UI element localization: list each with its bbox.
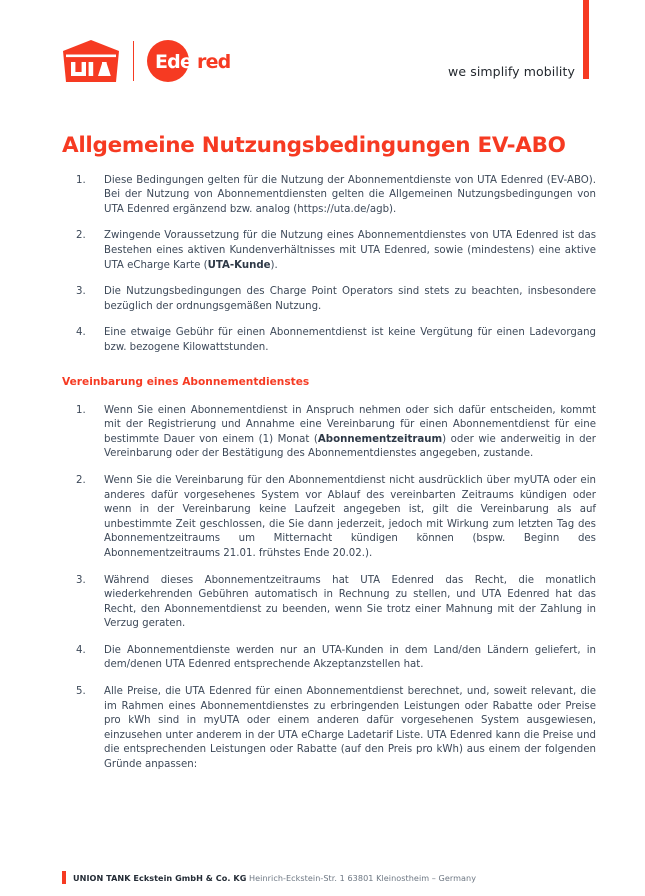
edenred-logo-icon (147, 40, 239, 82)
page-title: Allgemeine Nutzungsbedingungen EV-ABO (62, 133, 566, 158)
page-footer (0, 850, 645, 896)
clause-text-run: Während dieses Abonnementzeitraums hat UTA Edenred das Recht, die monatlich wiederkehrenden Gebühren automatisch in Rechnung zu stellen, und UTA Edenred hat das Recht, den Abonnementdienst zu beenden, wenn Sie trotz einer Mahnung mit der Zahlung in Verzug geraten. (104, 574, 596, 630)
clause-number: 1. (76, 404, 86, 416)
clause-text-run: Wenn Sie einen Abonnementdienst in Anspruch nehmen oder sich dafür entscheiden, kommt mit der Registrierung und Annahme eine Vereinbarung für einen Abonnementdienst für eine bestimmte Dauer von einem (1) Monat ( (104, 404, 596, 445)
clause-number: 5. (76, 686, 86, 698)
clause-number: 2. (76, 474, 86, 486)
document-content (0, 112, 645, 785)
clause-list (0, 174, 645, 356)
clause-text (104, 326, 596, 355)
clause-text-run: Alle Preise, die UTA Edenred für einen Abonnementdienst berechnet, und, soweit relevant, die im Rahmen eines Abonnementdienstes zu erbringenden Leistungen oder Rabatte oder Preise pro kWh sind in myUTA oder einem anderen dafür vorgesehenen System ausgewiesen, einzusehen unter anderem in der UTA eCharge Ladetarif Liste. UTA Edenred kann die Preise und die entsprechenden Leistungen oder Rabatte (auf den Preis pro kWh) aus einem der folgenden Gründe anpassen: (104, 686, 596, 771)
clause-number: 1. (76, 174, 86, 186)
clause-text-run: Die Abonnementdienste werden nur an UTA-Kunden in dem Land/den Ländern geliefert, in dem/denen UTA Edenred entsprechende Akzeptanzstellen hat. (104, 644, 596, 671)
clause-number: 3. (76, 286, 86, 298)
section-heading: Vereinbarung eines Abonnementdienstes (62, 375, 310, 388)
clause-text (104, 685, 596, 773)
clause-text-run: ) oder wie anderweitig in der Vereinbarung oder der Bestätigung des Abonnementdienstes angegeben, zustande. (104, 433, 596, 460)
clause-text (104, 174, 596, 218)
clause-list (0, 404, 645, 773)
clause-text-run: Wenn Sie die Vereinbarung für den Abonnementdienst nicht ausdrücklich über myUTA oder ein anderes dafür vorgesehenes System vor Ablauf des vereinbarten Zeitraums kündigen oder wenn in der Vereinbarung keine Laufzeit angegeben ist, gilt die Vereinbarung als auf unbestimmte Zeit geschlossen, die Sie dann jederzeit, jedoch mit Wirkung zum letzten Tag des Abonnementzeitraums um Mitternacht kündigen können (bspw. Beginn des Abonnementzeitraums 21.01. frühstes Ende 20.02.). (104, 474, 596, 559)
clause-item (0, 474, 645, 562)
footer-imprint (62, 871, 476, 884)
footer-company-name: UNION TANK Eckstein GmbH & Co. KG (73, 872, 247, 883)
svg-text:Eden: Eden (155, 51, 205, 73)
clause-text (104, 574, 596, 632)
clause-text (104, 229, 596, 273)
page-header (0, 0, 645, 112)
footer-address: Heinrich-Eckstein-Str. 1 63801 Kleinostheim – Germany (249, 872, 477, 883)
clause-number: 4. (76, 644, 86, 656)
brand-tagline: we simplify mobility (448, 64, 575, 79)
clause-text-run: Die Nutzungsbedingungen des Charge Point Operators sind stets zu beachten, insbesondere bezüglich der ordnungsgemäßen Nutzung. (104, 286, 596, 312)
sections-container (0, 174, 645, 773)
clause-item (0, 685, 645, 773)
header-accent-rule (583, 0, 589, 79)
clause-text-run: Eine etwaige Gebühr für einen Abonnementdienst ist keine Vergütung für einen Ladevorgang bzw. bezogene Kilowattstunden. (104, 327, 596, 353)
clause-item (0, 174, 645, 218)
clause-text (104, 644, 596, 673)
clause-number: 2. (76, 230, 86, 242)
clause-item (0, 229, 645, 273)
uta-logo-icon (62, 40, 120, 82)
clause-text (104, 285, 596, 314)
clause-item (0, 326, 645, 355)
svg-text:red: red (197, 51, 231, 73)
logo-divider (133, 41, 134, 81)
clause-text-emphasis: Abonnementzeitraum (317, 433, 443, 445)
clause-text (104, 404, 596, 462)
clause-text (104, 474, 596, 562)
clause-item (0, 574, 645, 632)
clause-text-run: Diese Bedingungen gelten für die Nutzung der Abonnementdienste von UTA Edenred (EV-ABO). Bei der Nutzung von Abonnementdiensten gelten die Allgemeinen Nutzungsbedingungen von UTA Edenred ergänzend bzw. analog (https://uta.de/agb). (104, 174, 596, 215)
clause-item (0, 285, 645, 314)
clause-number: 4. (76, 327, 86, 339)
clause-text-run: ). (270, 259, 278, 271)
clause-number: 3. (76, 574, 86, 586)
clause-text-run: Zwingende Voraussetzung für die Nutzung eines Abonnementdienstes von UTA Edenred ist das Bestehen eines aktiven Kundenverhältnisses mit UTA Edenred, sowie (mindestens) eine aktive UTA eCharge Karte ( (104, 230, 596, 271)
brand-logo[interactable] (62, 38, 239, 84)
footer-text (73, 873, 476, 883)
clause-item (0, 404, 645, 462)
footer-bullet-icon (62, 871, 66, 884)
clause-item (0, 644, 645, 673)
clause-text-emphasis: UTA-Kunde (207, 259, 271, 271)
